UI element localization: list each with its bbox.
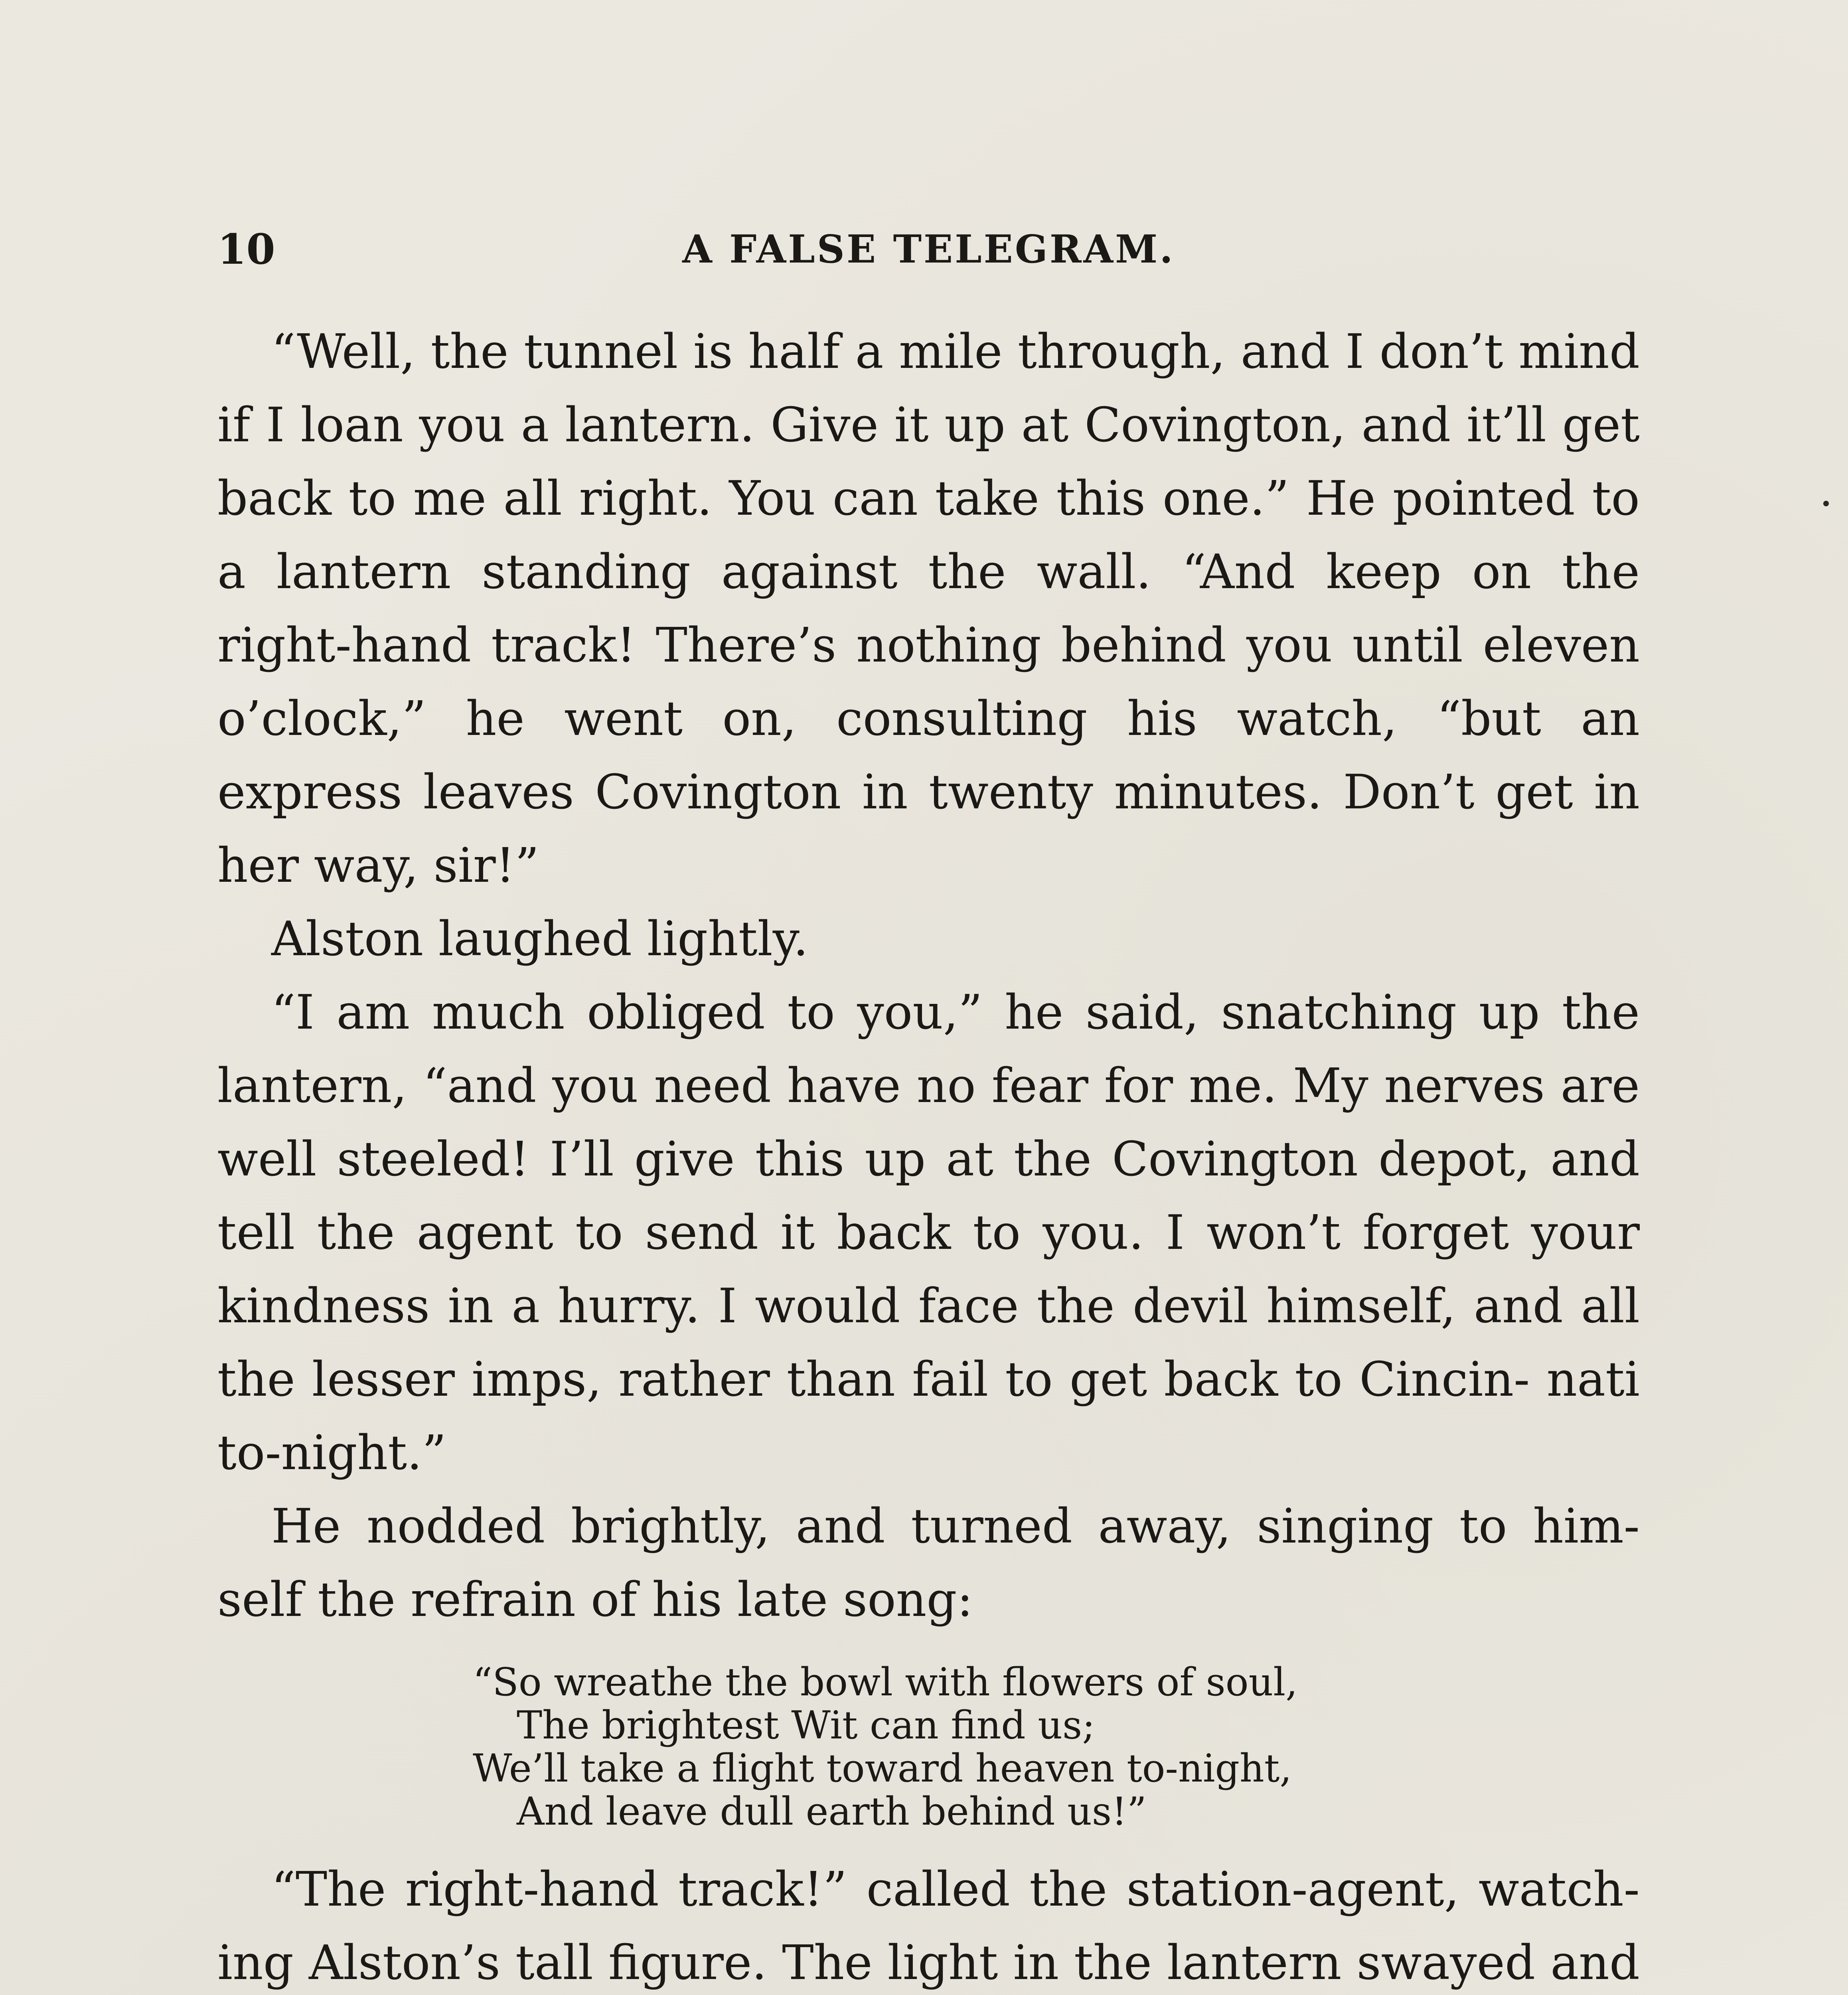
page-header — [217, 223, 1640, 275]
verse-line: “So wreathe the bowl with flowers of soul, — [473, 1660, 1298, 1705]
verse-line: The brightest Wit can find us; — [517, 1703, 1095, 1748]
body-text — [217, 315, 1640, 1995]
paragraph-5: “The right-hand track!” called the station-agent, watch- ing Alston’s tall figure. The light in the lantern swayed and — [217, 1862, 1640, 1991]
ink-speck — [1823, 501, 1829, 506]
paragraph-4: He nodded brightly, and turned away, singing to him- self the refrain of his late song: — [217, 1499, 1640, 1628]
page-number: 10 — [217, 225, 275, 274]
running-title: A FALSE TELEGRAM. — [682, 227, 1175, 272]
song-verse — [217, 1661, 1640, 1833]
paragraph-1: “Well, the tunnel is half a mile through, and I don’t mind if I loan you a lantern. Give it up at Covington, and it’ll get back to me all right. You can take this one.” He pointed to a lantern standing against the wall. “And keep on the right-hand track! There’s nothing behind you until eleven o’clock,” he went on, consulting his watch, “but an express leaves Covington in twenty minutes. Don’t get in her way, sir!” — [217, 324, 1640, 893]
paragraph-2: Alston laughed lightly. — [271, 912, 808, 967]
verse-line: And leave dull earth behind us!” — [517, 1789, 1147, 1834]
verse-line: We’ll take a flight toward heaven to-night, — [473, 1746, 1292, 1791]
paragraph-3: “I am much obliged to you,” he said, snatching up the lantern, “and you need have no fear for me. My nerves are well steeled! I’ll give this up at the Covington depot, and tell the agent to send it back to you. I won’t forget your kindness in a hurry. I would face the devil himself, and all the lesser imps, rather than fail to get back to Cincin- nati to-night.” — [217, 985, 1640, 1481]
